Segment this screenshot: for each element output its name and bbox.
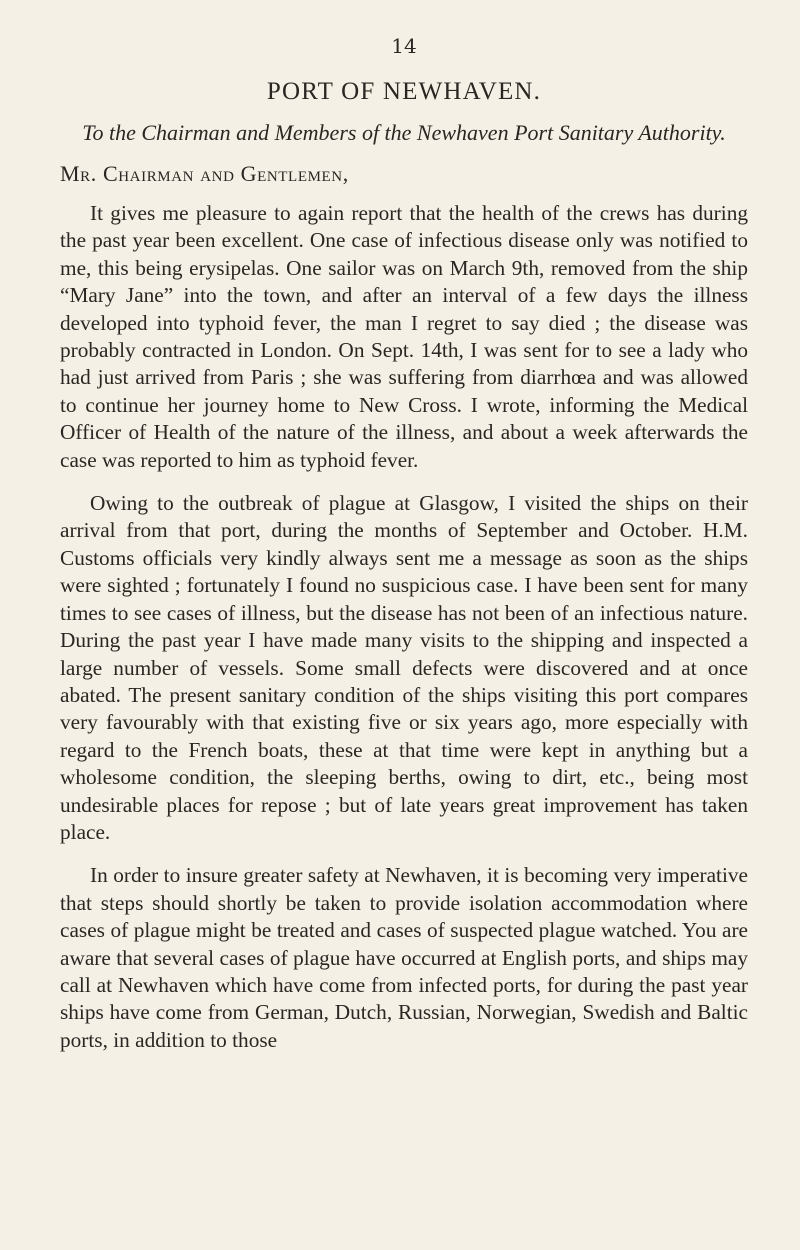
page-title: PORT OF NEWHAVEN.	[266, 78, 542, 105]
paragraph-plague-visits: Owing to the outbreak of plague at Glasgow, I visited the ships on their arrival from that port, during the months of September and October. H.M. Customs officials very kindly always sent me a message as soon as the ships were sighted ; fortunately I found no suspicious case. I have been sent for many times to see cases of illness, but the disease has not been of an infectious nature. During the past year I have made many visits to the shipping and inspected a large number of vessels. Some small defects were discovered and at once abated. The present sanitary condition of the ships visiting this port compares very favourably with that existing five or six years ago, more especially with regard to the French boats, these at that time were kept in anything but a wholesome condition, the sleeping berths, owing to dirt, etc., being most undesirable places for repose ; but of late years great improvement has taken place.	[60, 491, 748, 844]
page-number: 14	[391, 34, 417, 58]
address-line: To the Chairman and Members of the Newhaven Port Sanitary Authority.	[82, 120, 726, 145]
salutation: Mr. Chairman and Gentlemen,	[60, 161, 349, 186]
paragraph-isolation: In order to insure greater safety at Newhaven, it is becoming very imperative that steps should shortly be taken to provide isolation accommodation where cases of plague might be treated and cases of suspected plague watched. You are aware that several cases of plague have occurred at English ports, and ships may call at Newhaven which have come from infected ports, for during the past year ships have come from German, Dutch, Russian, Norwegian, Swedish and Baltic ports, in addition to those	[60, 863, 748, 1052]
paragraph-health-report: It gives me pleasure to again report that the health of the crews has during the past year been excellent. One case of infectious disease only was notified to me, this being erysipelas. One sailor was on March 9th, removed from the ship “Mary Jane” into the town, and after an interval of a few days the illness developed into typhoid fever, the man I regret to say died ; the disease was probably contracted in London. On Sept. 14th, I was sent for to see a lady who had just arrived from Paris ; she was suffering from diarrhœa and was allowed to continue her journey home to New Cross. I wrote, informing the Medical Officer of Health of the nature of the illness, and about a week afterwards the case was reported to him as typhoid fever.	[60, 201, 748, 472]
